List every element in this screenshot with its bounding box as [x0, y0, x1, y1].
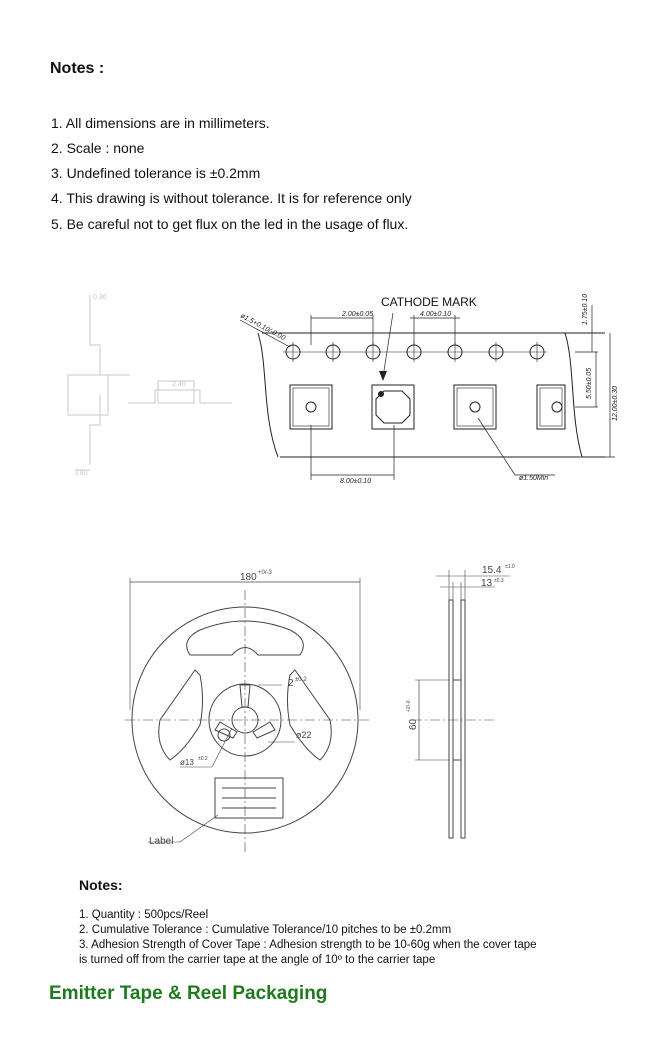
- note-item-2: 2. Scale : none: [51, 140, 145, 156]
- pocket-hole-dim: ø1.50Min: [519, 475, 549, 482]
- outer-dia-tol: +0/-3: [258, 570, 272, 576]
- side-view-mid-dim: 2.40: [172, 381, 186, 388]
- hole-dia-dim: ø1.5+0.10/-0.00: [239, 312, 287, 343]
- reel-window: [288, 670, 332, 760]
- dimension-lines: [240, 305, 615, 480]
- pocket: [537, 385, 565, 429]
- inner-width-tol: ±0.3: [494, 578, 504, 584]
- pocket-with-led: [372, 385, 414, 429]
- tape-pockets: [290, 385, 565, 429]
- total-width-dim: 15.4: [482, 565, 502, 576]
- center-dim: 5.50±0.05: [586, 367, 593, 399]
- notes-title: Notes :: [50, 60, 105, 77]
- sprocket-pitch-dim: 4.00±0.10: [420, 311, 452, 318]
- side-view-top-dim: 0.30: [93, 294, 107, 301]
- label-callout: Label: [149, 836, 174, 847]
- inner-width-dim: 13: [481, 578, 493, 589]
- pocket: [454, 385, 496, 429]
- hub-side-tol: +2/-0: [406, 700, 412, 712]
- reel-note-item-3: 3. Adhesion Strength of Cover Tape : Adhesion strength to be 10-60g when the cover tape: [79, 939, 537, 951]
- side-view-bottom-dim: 3.80: [74, 470, 88, 477]
- note-item-4: 4. This drawing is without tolerance. It is for reference only: [51, 190, 412, 206]
- reel-note-item-3-cont: is turned off from the carrier tape at the angle of 10º to the carrier tape: [79, 954, 436, 966]
- page-heading: Emitter Tape & Reel Packaging: [49, 983, 328, 1004]
- width-dim: 12.00±0.30: [612, 386, 619, 421]
- hub-dia-dim: ø22: [296, 730, 312, 740]
- reel-side-view: [412, 570, 510, 838]
- reel-note-item-2: 2. Cumulative Tolerance : Cumulative Tolerance/10 pitches to be ±0.2mm: [79, 924, 452, 936]
- cathode-mark-label: CATHODE MARK: [381, 295, 477, 309]
- reel-window: [159, 670, 203, 760]
- total-width-tol: ±1.0: [505, 564, 515, 570]
- note-item-3: 3. Undefined tolerance is ±0.2mm: [51, 165, 261, 181]
- hub-side-dim: 60: [408, 718, 419, 730]
- sprocket-holes: [283, 342, 547, 362]
- hole-pitch-dim: 2.00±0.05: [342, 311, 374, 318]
- bore-dia-dim: ø13: [180, 758, 194, 767]
- reel-note-item-1: 1. Quantity : 500pcs/Reel: [79, 909, 209, 921]
- slot-dim: 2: [288, 678, 294, 689]
- pocket: [290, 385, 332, 429]
- pocket-pitch-dim: 8.00±0.10: [340, 478, 372, 485]
- reel-notes-title: Notes:: [79, 877, 123, 893]
- reel-drawing: [0, 560, 650, 860]
- carrier-tape-drawing: [0, 285, 650, 490]
- outer-dia-dim: 180: [240, 572, 257, 583]
- tape-side-view: [68, 295, 232, 470]
- carrier-tape: [258, 333, 605, 457]
- note-item-1: 1. All dimensions are in millimeters.: [51, 115, 270, 131]
- note-item-5: 5. Be careful not to get flux on the led in the usage of flux.: [51, 216, 409, 232]
- edge-dim: 1.75±0.10: [582, 293, 589, 325]
- bore-dia-tol: ±0.2: [198, 756, 208, 762]
- slot-tol: ±0.2: [295, 677, 307, 683]
